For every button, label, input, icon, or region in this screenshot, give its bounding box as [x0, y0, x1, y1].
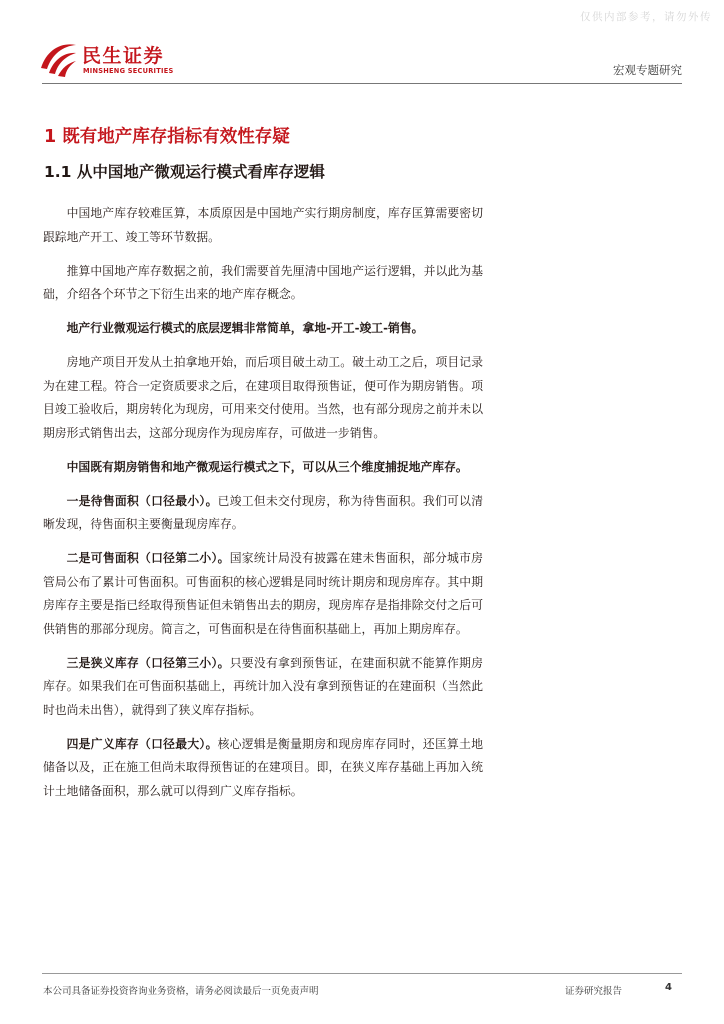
paragraph: 中国地产库存较难匡算，本质原因是中国地产实行期房制度，库存匡算需要密切跟踪地产开工、竣工等环节数据。 — [43, 206, 483, 244]
definition-text: 国家统计局没有披露在建未售面积，部分城市房管局公布了累计可售面积。可售面积的核心逻辑是同时统计期房和现房库存。其中期房库存主要是指已经取得预售证但未销售出去的期房，现房库存是指排除交付之后可供销售的那部分现房。简言之，可售面积是在待售面积基础上，再加上期房库存。 — [43, 551, 483, 636]
minsheng-logo-icon — [38, 40, 78, 78]
paragraph: 房地产项目开发从土拍拿地开始，而后项目破土动工。破土动工之后，项目记录为在建工程。符合一定资质要求之后，在建项目取得预售证，便可作为期房销售。项目竣工验收后，期房转化为现房，可用来交付使用。当然，也有部分现房之前并未以期房形式销售出去，这部分现房作为现房库存，可做进一步销售。 — [43, 355, 483, 440]
section-title: 1 既有地产库存指标有效性存疑 — [44, 127, 290, 147]
footer-disclaimer: 本公司具备证券投资咨询业务资格，请务必阅读最后一页免责声明 — [43, 986, 319, 997]
minsheng-logo — [38, 40, 178, 80]
header-divider — [42, 83, 682, 84]
paragraph-emphasis: 中国既有期房销售和地产微观运行模式之下，可以从三个维度捕捉地产库存。 — [66, 459, 468, 474]
definition-paragraph — [43, 547, 483, 641]
definition-text: 已竣工但未交付现房，称为待售面积。我们可以清晰发现，待售面积主要衡量现房库存。 — [43, 493, 483, 531]
subsection-title: 1.1 从中国地产微观运行模式看库存逻辑 — [44, 163, 325, 181]
definition-text: 只要没有拿到预售证，在建面积就不能算作期房库存。如果我们在可售面积基础上，再统计加入没有拿到预售证的在建面积（当然此时也尚未出售），就得到了狭义库存指标。 — [43, 655, 483, 717]
definition-lead: 一是待售面积（口径最小）。 — [66, 493, 218, 508]
definition-lead: 二是可售面积（口径第二小）。 — [66, 551, 230, 565]
page-number: 4 — [665, 982, 672, 993]
report-type: 宏观专题研究 — [613, 63, 682, 77]
logo-name-cn: 民生证券 — [82, 45, 165, 67]
footer-doc-type: 证券研究报告 — [565, 986, 623, 997]
paragraph: 推算中国地产库存数据之前，我们需要首先厘清中国地产运行逻辑，并以此为基础，介绍各个环节之下衍生出来的地产库存概念。 — [43, 263, 483, 301]
footer-divider — [42, 973, 682, 974]
definition-paragraph — [43, 733, 483, 804]
definition-paragraph — [43, 490, 483, 537]
definition-lead: 四是广义库存（口径最大）。 — [66, 736, 218, 751]
watermark: 仅供内部参考，请勿外传 — [580, 11, 712, 23]
definition-text: 核心逻辑是衡量期房和现房库存同时，还匡算土地储备以及，正在施工但尚未取得预售证的在建项目。即，在狭义库存基础上再加入统计土地储备面积，那么就可以得到广义库存指标。 — [43, 736, 483, 798]
definition-lead: 三是狭义库存（口径第三小）。 — [66, 655, 230, 670]
paragraph-emphasis: 地产行业微观运行模式的底层逻辑非常简单，拿地-开工-竣工-销售。 — [66, 321, 424, 335]
logo-name-en: MINSHENG SECURITIES — [83, 67, 174, 75]
definition-paragraph — [43, 652, 483, 723]
body-text — [43, 202, 483, 814]
